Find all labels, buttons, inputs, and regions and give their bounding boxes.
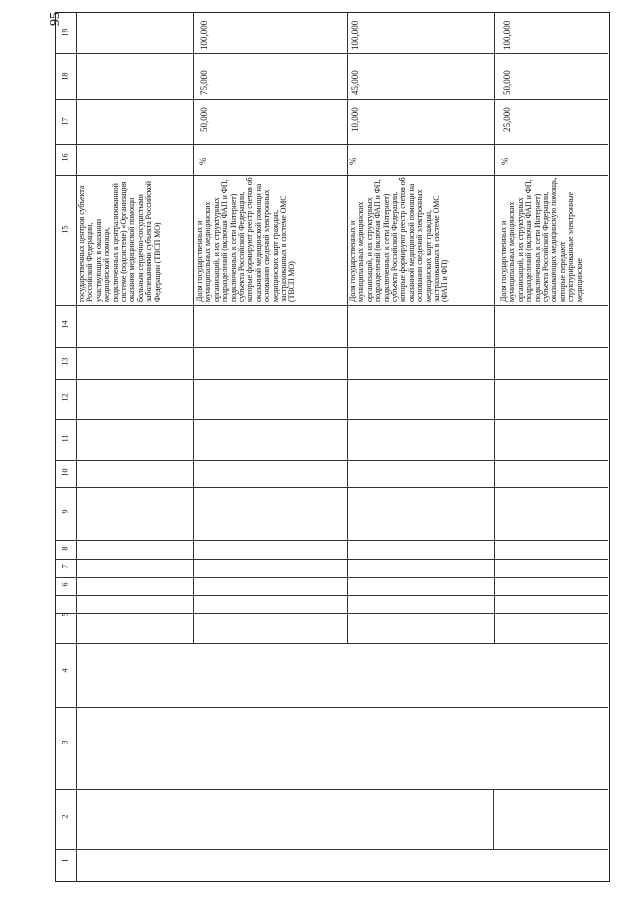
grid-line bbox=[56, 613, 608, 614]
grid-line bbox=[56, 419, 608, 420]
grid-line bbox=[56, 305, 608, 306]
grid-line bbox=[56, 99, 608, 100]
grid-line bbox=[56, 144, 608, 145]
grid-line bbox=[56, 347, 608, 348]
grid-line bbox=[56, 540, 608, 541]
column-number: 5 bbox=[60, 612, 70, 617]
value-year-2: 50,000 bbox=[502, 70, 512, 95]
row-separator bbox=[493, 789, 494, 849]
value-year-1: 10,000 bbox=[350, 107, 360, 132]
grid-line bbox=[56, 789, 608, 790]
column-number: 7 bbox=[60, 564, 70, 569]
indicator-text: Доля государственных и муниципальных медицинских организаций, и их структурных подразделений (включая ФАП и ФП, подключенных к сети Интернет) субъекта Российской Федерации, оказывающих медицинскую помощь, которые передают структурированные электронные медицинские bbox=[499, 177, 584, 302]
column-number: 4 bbox=[60, 668, 70, 673]
column-number: 16 bbox=[60, 153, 70, 162]
indicator-text: Доля государственных и муниципальных медицинских организаций, и их структурных подразделений (включая ФАП и ФП, подключенных к сети Интернет) субъекта Российской Федерации, которые формируют реестр счетов об оказанной медицинской помощи на основании сведений электронных медицинских карт граждан, застрахованных в системе ОМС (ФАП и ФП) bbox=[348, 177, 450, 302]
value-year-2: 45,000 bbox=[350, 70, 360, 95]
column-number: 10 bbox=[60, 468, 70, 477]
column-number: 9 bbox=[60, 509, 70, 514]
row-separator bbox=[494, 13, 495, 643]
indicator-text: Доля государственных и муниципальных медицинских организаций, и их структурных подразделений (включая ФАП и ФП, подключенных к сети Интернет) субъекта Российской Федерации, которые формируют реестр счетов об оказанной медицинской помощи на основании сведений электронных медицинских карт граждан, застрахованных в системе ОМС (ТВСП МО) bbox=[195, 177, 297, 302]
column-number: 19 bbox=[60, 28, 70, 37]
indicator-text: государственных центров субъекта Российской Федерации, участвующих в оказании медицинской помощи, подключенных к централизованной системе (подсистеме) «Организация оказания медицинской помощи больным сердечно-сосудистыми заболеваниями субъекта Российской Федерации (ТВСП МО) bbox=[77, 181, 162, 302]
column-number: 18 bbox=[60, 72, 70, 81]
column-number: 15 bbox=[60, 225, 70, 234]
column-number: 6 bbox=[60, 582, 70, 587]
unit-cell: % bbox=[500, 157, 510, 165]
grid-line bbox=[56, 487, 608, 488]
grid-line bbox=[56, 595, 608, 596]
page-number: 95 bbox=[48, 12, 63, 26]
unit-cell: % bbox=[198, 157, 208, 165]
column-number: 13 bbox=[60, 357, 70, 366]
column-number: 14 bbox=[60, 320, 70, 329]
row-separator bbox=[347, 13, 348, 643]
column-number: 8 bbox=[60, 546, 70, 551]
table-sheet bbox=[55, 12, 610, 882]
value-year-2: 75,000 bbox=[199, 70, 209, 95]
row-separator bbox=[193, 13, 194, 643]
grid-line bbox=[56, 559, 608, 560]
value-year-3: 100,000 bbox=[199, 20, 209, 50]
value-year-3: 100,000 bbox=[350, 20, 360, 50]
column-number: 11 bbox=[60, 434, 70, 443]
value-year-1: 25,000 bbox=[502, 107, 512, 132]
column-number: 12 bbox=[60, 393, 70, 402]
unit-cell: % bbox=[348, 157, 358, 165]
value-year-1: 50,000 bbox=[199, 107, 209, 132]
column-number: 2 bbox=[60, 814, 70, 819]
grid-line bbox=[56, 379, 608, 380]
grid-line bbox=[56, 577, 608, 578]
column-number: 17 bbox=[60, 117, 70, 126]
grid-line bbox=[56, 849, 608, 850]
grid-line bbox=[56, 707, 608, 708]
column-number: 1 bbox=[60, 858, 70, 863]
header-separator bbox=[76, 13, 77, 881]
column-number: 3 bbox=[60, 740, 70, 745]
grid-line bbox=[56, 460, 608, 461]
value-year-3: 100,000 bbox=[502, 20, 512, 50]
grid-line bbox=[56, 643, 608, 644]
grid-line bbox=[56, 53, 608, 54]
